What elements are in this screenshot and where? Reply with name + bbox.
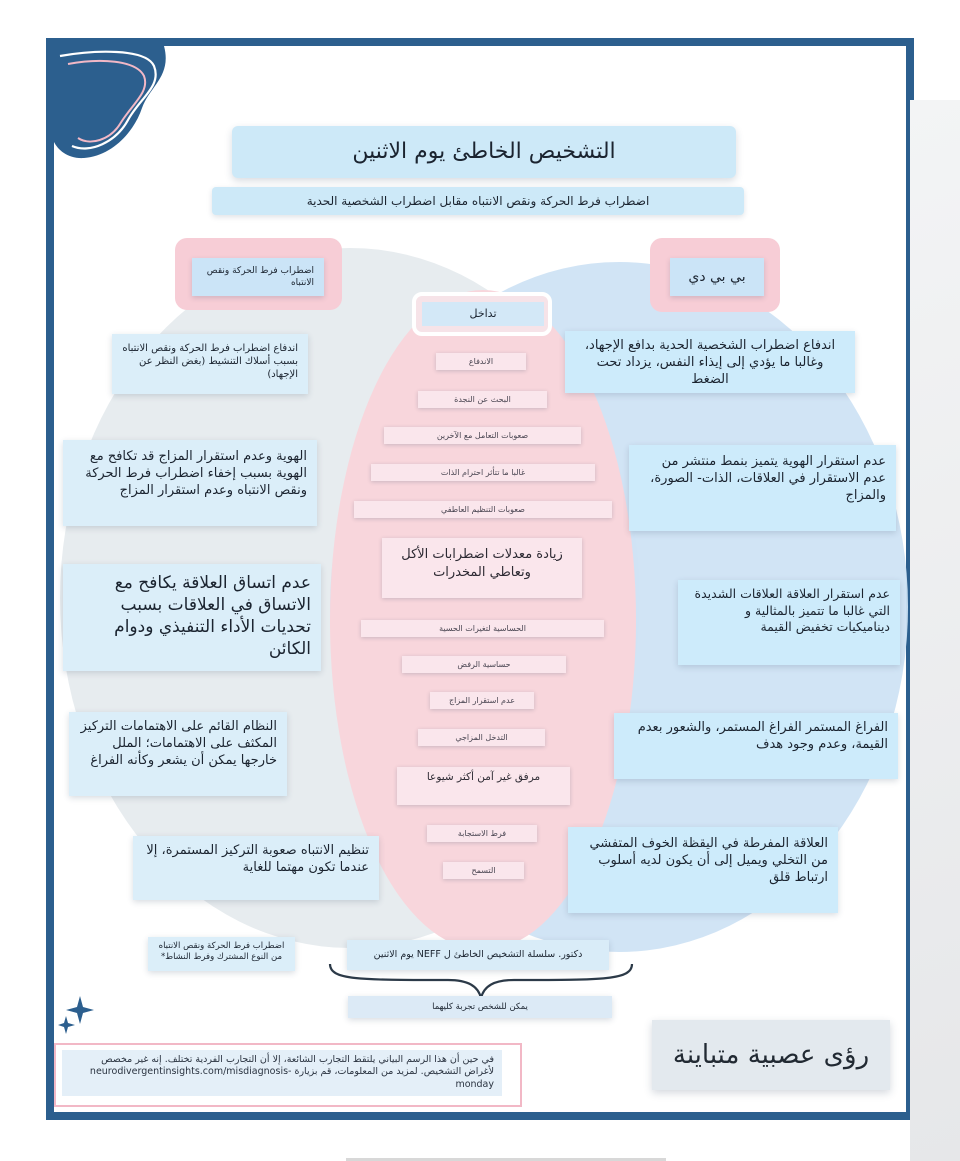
overlap-item: التسمح	[443, 862, 524, 879]
overlap-item: حساسية الرفض	[402, 656, 566, 673]
both-note: يمكن للشخص تجربة كليهما	[348, 996, 612, 1018]
overlap-item: عدم استقرار المزاج	[430, 692, 534, 709]
overlap-item: صعوبات التعامل مع الآخرين	[384, 427, 581, 444]
overlap-highlight-box: زيادة معدلات اضطرابات الأكل وتعاطي المخدرات	[382, 538, 582, 598]
adhd-identity-box: الهوية وعدم استقرار المزاج قد تكافح مع الهوية بسبب إخفاء اضطراب فرط الحركة ونقص الانتباه وعدم استقرار المزاج	[63, 440, 317, 526]
page-subtitle: اضطراب فرط الحركة ونقص الانتباه مقابل اضطراب الشخصية الحدية	[212, 187, 744, 215]
overlap-item: الحساسية لتغيرات الحسية	[361, 620, 604, 637]
overlap-item: صعوبات التنظيم العاطفي	[354, 501, 612, 518]
decorative-blob-icon	[54, 46, 174, 166]
adhd-footnote: اضطراب فرط الحركة ونقص الانتباه من النوع المشترك وفرط النشاط*	[148, 937, 295, 971]
bpd-emptiness-box: الفراغ المستمر الفراغ المستمر، والشعور بعدم القيمة، وعدم وجود هدف	[614, 713, 898, 779]
series-credit: دكتور. سلسلة التشخيص الخاطئ ل NEFF يوم الاثنين	[347, 940, 609, 970]
overlap-item: الاندفاع	[436, 353, 526, 370]
adhd-impulsivity-box: اندفاع اضطراب فرط الحركة ونقص الانتباه بسبب أسلاك التنشيط (بغض النظر عن الإجهاد)	[112, 334, 308, 394]
overlap-item: غالبا ما تتأثر احترام الذات	[371, 464, 595, 481]
bpd-heading: بي بي دي	[670, 258, 764, 296]
background-gloss	[910, 100, 960, 1161]
overlap-item: فرط الاستجابة	[427, 825, 537, 842]
adhd-interest-box: النظام القائم على الاهتمامات التركيز المكثف على الاهتمامات؛ الملل خارجها يمكن أن يشعر وكأنه الفراغ	[69, 712, 287, 796]
overlap-item: التدخل المزاجي	[418, 729, 545, 746]
overlap-item: البحث عن النجدة	[418, 391, 547, 408]
sparkle-icon	[58, 996, 94, 1036]
adhd-relationship-box: عدم اتساق العلاقة يكافح مع الاتساق في العلاقات بسبب تحديات الأداء التنفيذي ودوام الكائن	[63, 564, 321, 671]
disclaimer: في حين أن هذا الرسم البياني يلتقط التجارب الشائعة، إلا أن التجارب الفردية تختلف. إنه غير مخصص لأغراض التشخيص. لمزيد من المعلومات، قم بزيارة -neurodivergentinsights.com/misdiagnosis monday	[62, 1050, 502, 1096]
bpd-impulsivity-box: اندفاع اضطراب الشخصية الحدية بدافع الإجهاد، وغالبا ما يؤدي إلى إيذاء النفس، يزداد تحت الضغط	[565, 331, 855, 393]
overlap-highlight-box: مرفق غير آمن أكثر شيوعا	[397, 767, 570, 805]
brand-logo-text: رؤى عصبية متباينة	[652, 1020, 890, 1090]
bpd-identity-box: عدم استقرار الهوية يتميز بنمط منتشر من عدم الاستقرار في العلاقات، الذات- الصورة، والمزاج	[629, 445, 896, 531]
adhd-heading: اضطراب فرط الحركة ونقص الانتباه	[192, 258, 324, 296]
adhd-attention-box: تنظيم الانتباه صعوبة التركيز المستمرة، إلا عندما تكون مهتما للغاية	[133, 836, 379, 900]
bpd-hypervigilance-box: العلاقة المفرطة في اليقظة الخوف المتفشي من التخلي ويميل إلى أن يكون لديه أسلوب ارتباط قلق	[568, 827, 838, 913]
overlap-heading: تداخل	[422, 302, 544, 326]
bpd-relationship-box: عدم استقرار العلاقة العلاقات الشديدة التي غالبا ما تتميز بالمثالية و ديناميكيات تخفيض القيمة	[678, 580, 900, 665]
page-title: التشخيص الخاطئ يوم الاثنين	[232, 126, 736, 178]
